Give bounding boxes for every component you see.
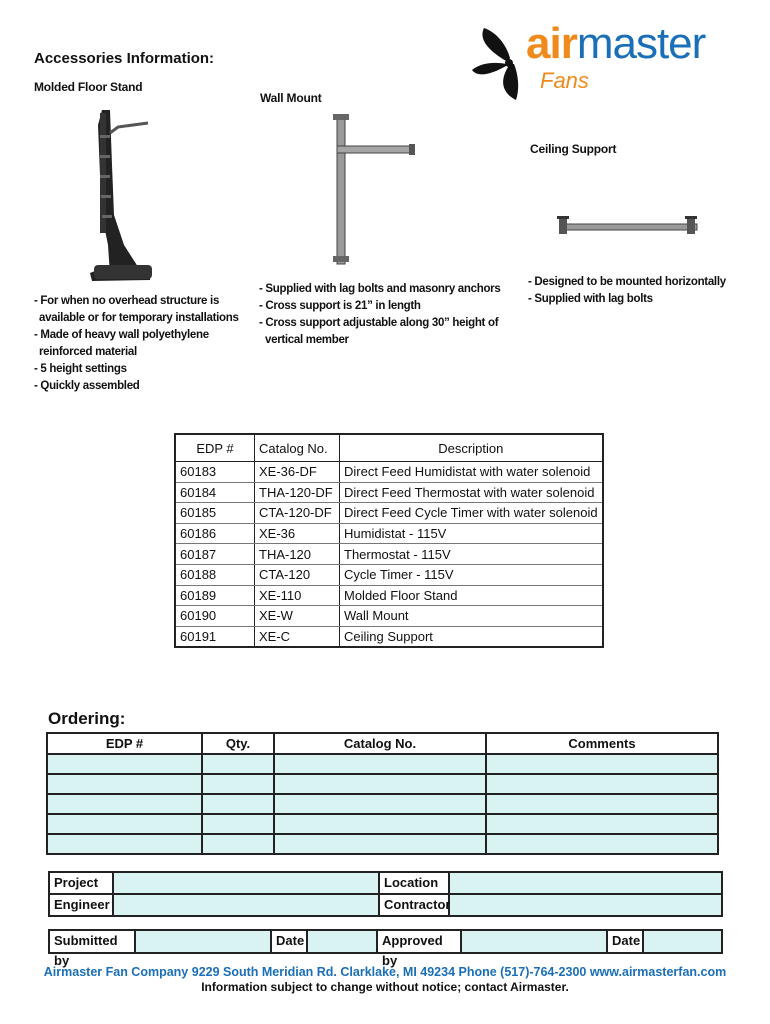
- floor-stand-bullets: [34, 293, 239, 395]
- table-row: [175, 606, 603, 627]
- wall-mount-bullets: [259, 281, 500, 349]
- table-row: [175, 585, 603, 606]
- project-location-row: [48, 871, 723, 895]
- submitted-by-field[interactable]: [136, 931, 272, 952]
- edp-cell: 60190: [175, 606, 255, 627]
- table-row: [175, 503, 603, 524]
- list-item: available or for temporary installations: [39, 312, 239, 324]
- comments-field[interactable]: [486, 834, 718, 854]
- description-cell: Direct Feed Cycle Timer with water solenoid: [340, 503, 603, 524]
- description-cell: Thermostat - 115V: [340, 544, 603, 565]
- edp-field[interactable]: [47, 774, 202, 794]
- table-row: [175, 462, 603, 483]
- approved-by-field[interactable]: [462, 931, 608, 952]
- logo-subbrand: Fans: [540, 68, 589, 93]
- qty-field[interactable]: [202, 774, 274, 794]
- comments-field[interactable]: [486, 814, 718, 834]
- description-cell: Ceiling Support: [340, 626, 603, 647]
- location-label: Location: [380, 873, 450, 893]
- edp-cell: 60188: [175, 564, 255, 585]
- edp-cell: 60185: [175, 503, 255, 524]
- order-row: [47, 794, 718, 814]
- contractor-field[interactable]: [450, 895, 721, 915]
- catalog-cell: THA-120: [255, 544, 340, 565]
- catalog-field[interactable]: [274, 774, 486, 794]
- edp-cell: 60187: [175, 544, 255, 565]
- description-cell: Molded Floor Stand: [340, 585, 603, 606]
- catalog-cell: XE-W: [255, 606, 340, 627]
- catalog-cell: XE-110: [255, 585, 340, 606]
- notice-text: Information subject to change without notice; contact Airmaster.: [201, 980, 569, 994]
- table-row: [175, 626, 603, 647]
- order-row: [47, 754, 718, 774]
- qty-field[interactable]: [202, 754, 274, 774]
- description-cell: Cycle Timer - 115V: [340, 564, 603, 585]
- description-cell: Humidistat - 115V: [340, 523, 603, 544]
- contractor-label: Contractor: [380, 895, 450, 915]
- table-row: [175, 482, 603, 503]
- description-cell: Wall Mount: [340, 606, 603, 627]
- list-item: - Made of heavy wall polyethylene: [34, 329, 209, 341]
- catalog-cell: CTA-120-DF: [255, 503, 340, 524]
- table-row: [175, 523, 603, 544]
- edp-field[interactable]: [47, 834, 202, 854]
- edp-field[interactable]: [47, 814, 202, 834]
- list-item: - Cross support is 21” in length: [259, 300, 421, 312]
- floor-stand-label: Molded Floor Stand: [34, 80, 143, 94]
- edp-cell: 60183: [175, 462, 255, 483]
- description-cell: Direct Feed Thermostat with water solenoid: [340, 482, 603, 503]
- catalog-cell: XE-36: [255, 523, 340, 544]
- page-title: Accessories Information:: [34, 50, 215, 67]
- catalog-field[interactable]: [274, 834, 486, 854]
- list-item: reinforced material: [39, 346, 137, 358]
- column-header-catalog: Catalog No.: [255, 434, 340, 462]
- column-header-edp: EDP #: [175, 434, 255, 462]
- ceiling-support-label: Ceiling Support: [530, 142, 617, 156]
- list-item: - Supplied with lag bolts: [528, 293, 653, 305]
- order-row: [47, 814, 718, 834]
- qty-field[interactable]: [202, 814, 274, 834]
- engineer-label: Engineer: [50, 895, 114, 915]
- catalog-field[interactable]: [274, 754, 486, 774]
- engineer-field[interactable]: [114, 895, 380, 915]
- table-header-row: [47, 733, 718, 754]
- column-header-catalog: Catalog No.: [274, 733, 486, 754]
- list-item: vertical member: [265, 334, 349, 346]
- ordering-table: [46, 732, 719, 855]
- edp-cell: 60186: [175, 523, 255, 544]
- edp-cell: 60189: [175, 585, 255, 606]
- catalog-cell: XE-36-DF: [255, 462, 340, 483]
- catalog-cell: CTA-120: [255, 564, 340, 585]
- column-header-description: Description: [340, 434, 603, 462]
- date2-label: Date: [608, 931, 644, 952]
- edp-cell: 60184: [175, 482, 255, 503]
- comments-field[interactable]: [486, 754, 718, 774]
- table-row: [175, 544, 603, 565]
- catalog-cell: XE-C: [255, 626, 340, 647]
- logo-brand-master: master: [576, 19, 706, 68]
- wall-mount-label: Wall Mount: [260, 91, 322, 105]
- submitted-by-label: Submitted by: [50, 931, 136, 952]
- edp-field[interactable]: [47, 754, 202, 774]
- list-item: - Designed to be mounted horizontally: [528, 276, 726, 288]
- comments-field[interactable]: [486, 794, 718, 814]
- qty-field[interactable]: [202, 834, 274, 854]
- comments-field[interactable]: [486, 774, 718, 794]
- engineer-contractor-row: [48, 893, 723, 917]
- list-item: - Quickly assembled: [34, 380, 140, 392]
- company-info: Airmaster Fan Company 9229 South Meridian Rd. Clarklake, MI 49234 Phone (517)-764-2300 www.airmasterfan.com: [43, 965, 727, 979]
- product-table: [174, 433, 604, 648]
- list-item: - 5 height settings: [34, 363, 127, 375]
- list-item: - Cross support adjustable along 30” height of: [259, 317, 499, 329]
- catalog-field[interactable]: [274, 794, 486, 814]
- ordering-title: Ordering:: [48, 709, 126, 728]
- order-row: [47, 774, 718, 794]
- table-header-row: [175, 434, 603, 462]
- airmaster-logo: [470, 20, 755, 105]
- description-cell: Direct Feed Humidistat with water solenoid: [340, 462, 603, 483]
- table-row: [175, 564, 603, 585]
- date-field[interactable]: [308, 931, 378, 952]
- date2-field[interactable]: [644, 931, 721, 952]
- approved-by-label: Approved by: [378, 931, 462, 952]
- column-header-comments: Comments: [486, 733, 718, 754]
- order-row: [47, 834, 718, 854]
- project-field[interactable]: [114, 873, 380, 893]
- catalog-cell: THA-120-DF: [255, 482, 340, 503]
- floor-stand-image: [80, 105, 160, 285]
- project-label: Project: [50, 873, 114, 893]
- location-field[interactable]: [450, 873, 721, 893]
- catalog-field[interactable]: [274, 814, 486, 834]
- list-item: - Supplied with lag bolts and masonry anchors: [259, 283, 501, 295]
- qty-field[interactable]: [202, 794, 274, 814]
- logo-brand-air: air: [526, 19, 577, 68]
- submitted-approved-row: [48, 929, 723, 968]
- list-item: - For when no overhead structure is: [34, 295, 220, 307]
- wall-mount-image: [325, 112, 420, 267]
- column-header-qty: Qty.: [202, 733, 274, 754]
- ceiling-support-bullets: [528, 274, 726, 308]
- date-label: Date: [272, 931, 308, 952]
- edp-cell: 60191: [175, 626, 255, 647]
- column-header-edp: EDP #: [47, 733, 202, 754]
- ceiling-support-image: [555, 212, 705, 240]
- edp-field[interactable]: [47, 794, 202, 814]
